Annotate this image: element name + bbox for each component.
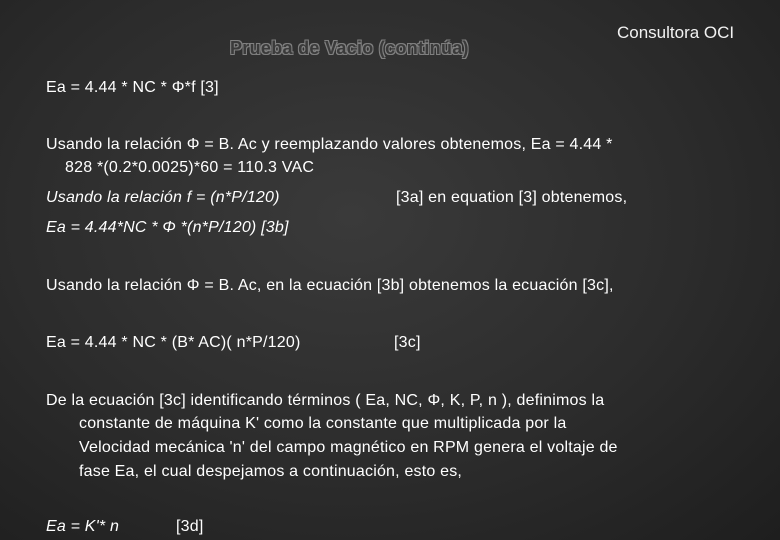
paragraph-2-relation: Usando la relación f = (n*P/120) <box>46 189 280 206</box>
paragraph-4: Usando la relación Φ = B. Ac, en la ecuación [3b] obtenemos la ecuación [3c], <box>46 277 614 294</box>
paragraph-1-line-2: 828 *(0.2*0.0025)*60 = 110.3 VAC <box>65 159 315 176</box>
equation-3c-tag: [3c] <box>394 334 421 351</box>
paragraph-2-continuation: [3a] en equation [3] obtenemos, <box>396 189 628 206</box>
equation-3c <box>46 334 421 352</box>
paragraph-5-line-1: De la ecuación [3c] identificando términos ( Ea, NC, Φ, K, P, n ), definimos la <box>46 392 605 409</box>
paragraph-2 <box>46 189 628 207</box>
company-name: Consultora OCI <box>617 23 735 42</box>
paragraph-5-line-2: constante de máquina K' como la constante que multiplicada por la <box>79 415 567 432</box>
equation-3d-tag: [3d] <box>176 518 204 535</box>
paragraph-1-line-1: Usando la relación Φ = B. Ac y reemplazando valores obtenemos, Ea = 4.44 * <box>46 136 613 153</box>
paragraph-5-line-3: Velocidad mecánica 'n' del campo magnético en RPM genera el voltaje de <box>79 439 618 456</box>
equation-3: Ea = 4.44 * NC * Φ*f [3] <box>46 79 219 96</box>
equation-3d-expression: Ea = K'* n <box>46 518 120 535</box>
equation-3b: Ea = 4.44*NC * Φ *(n*P/120) [3b] <box>46 219 289 236</box>
slide-title: Prueba de Vacio (continúa) <box>230 38 469 58</box>
equation-3c-expression: Ea = 4.44 * NC * (B* AC)( n*P/120) <box>46 334 301 351</box>
equation-3d <box>46 518 204 536</box>
paragraph-5-line-4: fase Ea, el cual despejamos a continuación, esto es, <box>79 463 463 480</box>
